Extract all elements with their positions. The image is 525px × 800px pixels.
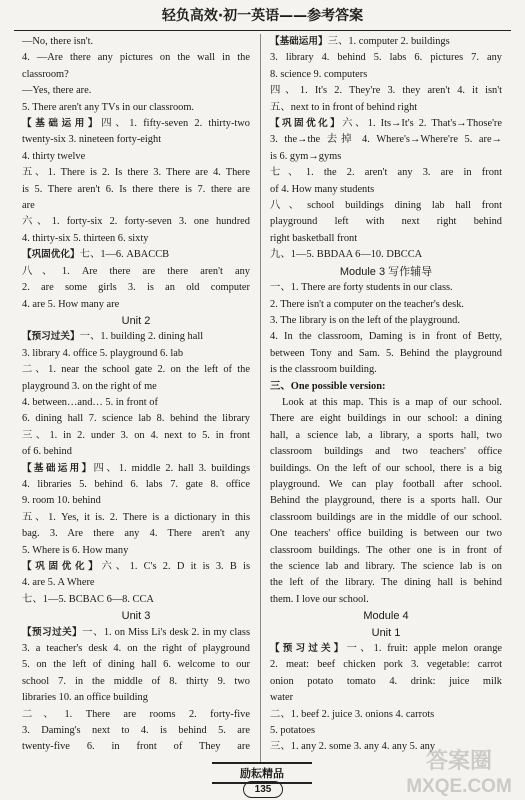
answer-line xyxy=(270,657,502,673)
answer-line xyxy=(22,50,250,66)
answer-line xyxy=(22,575,250,591)
line-text: 2. are some girls 3. is an old computer xyxy=(22,282,250,294)
answer-line xyxy=(270,280,502,296)
page-number-text: 135 xyxy=(254,784,272,795)
line-text: of 6. behind xyxy=(22,446,72,458)
line-text: 4. thirty-six 5. thirteen 6. sixty xyxy=(22,232,149,244)
line-text: classroom? xyxy=(22,68,69,80)
answer-line xyxy=(270,132,502,148)
answer-line xyxy=(22,67,250,83)
line-text: 四、1. It's 2. They're 3. they aren't 4. it isn't xyxy=(270,85,502,97)
line-text: Module 3 写作辅导 xyxy=(339,265,433,278)
line-text: 七、1. the 2. aren't any 3. are in front xyxy=(270,167,502,179)
answer-line xyxy=(270,83,502,99)
line-text: hall, a science lab, a library, a sports hall, two xyxy=(270,429,502,441)
section-heading xyxy=(270,264,502,280)
answer-line xyxy=(22,559,250,575)
answer-line xyxy=(270,690,502,706)
answer-line xyxy=(270,116,502,132)
line-text: 三、1. computer 2. buildings xyxy=(327,36,450,47)
line-text: is 6. gym→gyms xyxy=(270,150,342,162)
answer-line xyxy=(22,707,250,723)
answer-line xyxy=(270,428,502,444)
line-text: Unit 3 xyxy=(121,610,151,623)
answer-line xyxy=(270,526,502,542)
answer-line xyxy=(22,428,250,444)
line-text: 八、school buildings dining lab hall front xyxy=(270,200,502,212)
right-column xyxy=(270,34,502,756)
line-text: Behind the playground, there is a sports hall. Our xyxy=(270,495,502,507)
answer-line xyxy=(22,346,250,362)
answer-line xyxy=(270,34,502,50)
answer-line xyxy=(22,132,250,148)
answer-line xyxy=(270,493,502,509)
section-tag: 【预习过关】 xyxy=(22,331,80,343)
line-text: 三、1. any 2. some 3. any 4. any 5. any xyxy=(270,741,436,753)
answer-line xyxy=(22,477,250,493)
answer-line xyxy=(22,214,250,230)
answer-line xyxy=(270,641,502,657)
column-divider xyxy=(260,34,261,762)
answer-line xyxy=(22,362,250,378)
answer-line xyxy=(270,379,502,395)
answer-line xyxy=(22,723,250,739)
answer-line xyxy=(22,231,250,247)
line-text: between Tony and Sam. 5. Behind the playground xyxy=(270,347,502,359)
line-text: —No, there isn't. xyxy=(22,36,94,47)
answer-line xyxy=(22,83,250,99)
answer-line xyxy=(270,477,502,493)
line-text: libraries 10. an office building xyxy=(22,692,148,704)
line-text: 4. libraries 5. behind 6. labs 7. gate 8. office xyxy=(22,478,250,490)
line-text: —Yes, there are. xyxy=(22,85,92,97)
line-text: playground. We can play football after school. xyxy=(270,478,502,490)
line-text: classroom buildings. The other one is in front of xyxy=(270,544,502,556)
answer-line xyxy=(270,329,502,345)
answer-line xyxy=(22,592,250,608)
page-number xyxy=(243,781,283,798)
line-text: 一、1. There are forty students in our class. xyxy=(270,282,453,294)
answer-line xyxy=(22,379,250,395)
line-text: 4. In the classroom, Daming is in front of Betty, xyxy=(270,331,502,343)
line-text: 5. Where is 6. How many xyxy=(22,544,129,556)
line-text: 九、1—5. BBDAA 6—10. DBCCA xyxy=(270,249,423,261)
line-text: 四、1. middle 2. hall 3. buildings xyxy=(93,462,250,474)
line-text: bag. 3. Are there any 4. There aren't any xyxy=(22,528,250,540)
line-text: Unit 2 xyxy=(121,314,151,327)
line-text: 六、1. C's 2. D it is 3. B is xyxy=(101,561,250,572)
header-rule xyxy=(14,30,511,31)
answer-line xyxy=(22,297,250,313)
answer-line xyxy=(270,182,502,198)
line-text: 六、1. Its→It's 2. That's→Those're xyxy=(342,118,502,130)
answer-line xyxy=(270,461,502,477)
answer-line xyxy=(22,657,250,673)
line-text: 3. Daming's next to 4. is behind 5. are xyxy=(22,725,250,737)
left-column xyxy=(22,34,250,756)
line-text: right basketball front xyxy=(270,232,358,244)
answer-line xyxy=(270,592,502,608)
answer-line xyxy=(270,510,502,526)
line-text: 8. science 9. computers xyxy=(270,68,368,80)
line-text: school 7. in the middle of 8. thirty 9. two xyxy=(22,675,250,687)
section-heading xyxy=(270,608,502,624)
answer-line xyxy=(270,346,502,362)
answer-line xyxy=(270,231,502,247)
line-text: 5. There aren't any TVs in our classroom. xyxy=(22,101,195,113)
line-text: 3. a teacher's desk 4. on the right of playground xyxy=(22,643,250,655)
answer-line xyxy=(22,543,250,559)
line-text: 3. The library is on the left of the playground. xyxy=(270,314,460,326)
section-tag: 【基础运用】 xyxy=(270,36,328,47)
line-text: are xyxy=(22,200,35,212)
answer-line xyxy=(22,165,250,181)
line-text: the left of the library. The dining hall is behind xyxy=(270,577,502,589)
answer-line xyxy=(22,526,250,542)
line-text: 四、1. fifty-seven 2. thirty-two xyxy=(101,118,250,130)
section-heading xyxy=(270,625,502,641)
section-tag: 【基础运用】 xyxy=(22,462,94,474)
answer-line xyxy=(22,739,250,755)
answer-line xyxy=(270,411,502,427)
line-text: them. I love our school. xyxy=(270,593,369,605)
line-text: 9. room 10. behind xyxy=(22,495,101,507)
line-text: buildings. On the left of our school, there is a big xyxy=(270,462,502,474)
section-tag: 【预习过关】 xyxy=(270,643,347,655)
line-text: 八、1. Are there are there aren't any xyxy=(22,265,250,277)
answer-line xyxy=(270,559,502,575)
answer-line xyxy=(270,67,502,83)
line-text: 六、1. forty-six 2. forty-seven 3. one hundred xyxy=(22,216,250,228)
line-text: 七、1—5. BCBAC 6—8. CCA xyxy=(22,593,154,605)
answer-line xyxy=(270,723,502,739)
page-header xyxy=(0,0,525,30)
answer-line xyxy=(22,280,250,296)
line-text: is 5. There aren't 6. Is there there is 7. there are xyxy=(22,183,250,195)
answer-line xyxy=(22,100,250,116)
section-tag: 【巩固优化】 xyxy=(22,561,102,572)
line-text: 2. meat: beef chicken pork 3. vegetable: carrot xyxy=(270,659,502,671)
line-text: 3. library 4. office 5. playground 6. lab xyxy=(22,347,184,359)
answer-line xyxy=(22,264,250,280)
line-text: classroom buildings and two teachers' office xyxy=(270,446,502,458)
line-text: 4. between…and… 5. in front of xyxy=(22,396,158,408)
answer-line xyxy=(22,444,250,460)
line-text: 五、1. There is 2. Is there 3. There are 4. There xyxy=(22,167,250,179)
line-text: playground left with next right behind xyxy=(270,216,502,228)
line-text: onion potato tomato 4. drink: juice milk xyxy=(270,675,502,687)
line-text: 一、1. building 2. dining hall xyxy=(79,331,204,343)
line-text: 二、1. There are rooms 2. forty-five xyxy=(22,708,250,720)
line-text: 三、One possible version: xyxy=(270,380,386,392)
answer-line xyxy=(270,149,502,165)
answer-line xyxy=(22,411,250,427)
answer-line xyxy=(22,625,250,641)
answer-line xyxy=(22,461,250,477)
line-text: 4. are 5. How many are xyxy=(22,298,120,310)
answer-line xyxy=(22,690,250,706)
section-tag: 【基础运用】 xyxy=(22,118,102,130)
line-text: 二、1. near the school gate 2. on the left of the xyxy=(22,364,250,376)
answer-line xyxy=(22,493,250,509)
section-tag: 【巩固优化】 xyxy=(22,249,80,261)
line-text: playground 3. on the right of me xyxy=(22,380,157,392)
footer-band-text: 励耘精品 xyxy=(240,767,284,780)
answer-line xyxy=(22,182,250,198)
answer-line xyxy=(270,247,502,263)
answer-line xyxy=(270,214,502,230)
section-tag: 【巩固优化】 xyxy=(270,118,343,130)
line-text: 4. are 5. A Where xyxy=(22,577,95,589)
answer-line xyxy=(22,198,250,214)
line-text: 5. on the left of dining hall 6. welcome to our xyxy=(22,659,250,671)
line-text: the science lab and library. The science lab is on xyxy=(270,561,502,572)
line-text: One teachers' office building is between our two xyxy=(270,528,502,540)
line-text: Look at this map. This is a map of our school. xyxy=(282,396,502,408)
answer-line xyxy=(270,575,502,591)
line-text: There are eight buildings in our school: a dining xyxy=(270,413,502,425)
line-text: 5. potatoes xyxy=(270,725,316,737)
line-text: is the classroom building. xyxy=(270,364,377,376)
line-text: 五、1. Yes, it is. 2. There is a dictionary in this xyxy=(22,511,250,523)
header-title: 轻负高效·初一英语——参考答案 xyxy=(161,8,364,24)
line-text: classroom buildings are in the middle of our school. xyxy=(270,511,502,523)
line-text: 2. There isn't a computer on the teacher's desk. xyxy=(270,298,464,310)
line-text: 4. thirty twelve xyxy=(22,150,86,162)
line-text: 4. —Are there any pictures on the wall in the xyxy=(22,52,250,64)
line-text: 二、1. beef 2. juice 3. onions 4. carrots xyxy=(270,708,435,720)
answer-line xyxy=(22,247,250,263)
answer-line xyxy=(22,329,250,345)
line-text: twenty-six 3. nineteen forty-eight xyxy=(22,134,162,146)
answer-line xyxy=(270,198,502,214)
answer-line xyxy=(270,313,502,329)
answer-line xyxy=(22,34,250,50)
line-text: Module 4 xyxy=(363,610,409,623)
line-text: 七、1—6. ABACCB xyxy=(79,249,170,261)
answer-line xyxy=(270,707,502,723)
answer-line xyxy=(22,510,250,526)
line-text: 6. dining hall 7. science lab 8. behind the library xyxy=(22,413,250,425)
answer-line xyxy=(22,149,250,165)
answer-line xyxy=(270,674,502,690)
answer-line xyxy=(270,362,502,378)
answer-line xyxy=(270,543,502,559)
watermark-url: MXQE.COM xyxy=(406,776,512,797)
line-text: of 4. How many students xyxy=(270,183,375,195)
answer-line xyxy=(22,674,250,690)
answer-line xyxy=(22,641,250,657)
line-text: 五、next to in front of behind right xyxy=(270,101,418,113)
line-text: 三、1. in 2. under 3. on 4. next to 5. in front xyxy=(22,429,250,441)
line-text: 一、1. on Miss Li's desk 2. in my class xyxy=(82,626,250,638)
answer-line xyxy=(270,297,502,313)
line-text: 一、1. fruit: apple melon orange xyxy=(346,643,502,655)
answer-line xyxy=(22,395,250,411)
watermark-text: 答案圈 xyxy=(425,749,493,774)
answer-line xyxy=(270,444,502,460)
section-heading xyxy=(22,608,250,624)
line-text: water xyxy=(270,692,294,704)
answer-line xyxy=(22,116,250,132)
answer-line xyxy=(270,100,502,116)
line-text: 3. the→the 去掉 4. Where's→Where're 5. are→ xyxy=(270,134,502,146)
answer-line xyxy=(270,50,502,66)
line-text: 3. library 4. behind 5. labs 6. pictures 7. any xyxy=(270,52,502,64)
section-tag: 【预习过关】 xyxy=(22,626,83,638)
answer-line xyxy=(270,395,502,411)
line-text: twenty-five 6. in front of They are xyxy=(22,741,250,753)
watermark-logo xyxy=(395,742,523,798)
section-heading xyxy=(22,313,250,329)
line-text: Unit 1 xyxy=(371,626,401,639)
answer-line xyxy=(270,165,502,181)
